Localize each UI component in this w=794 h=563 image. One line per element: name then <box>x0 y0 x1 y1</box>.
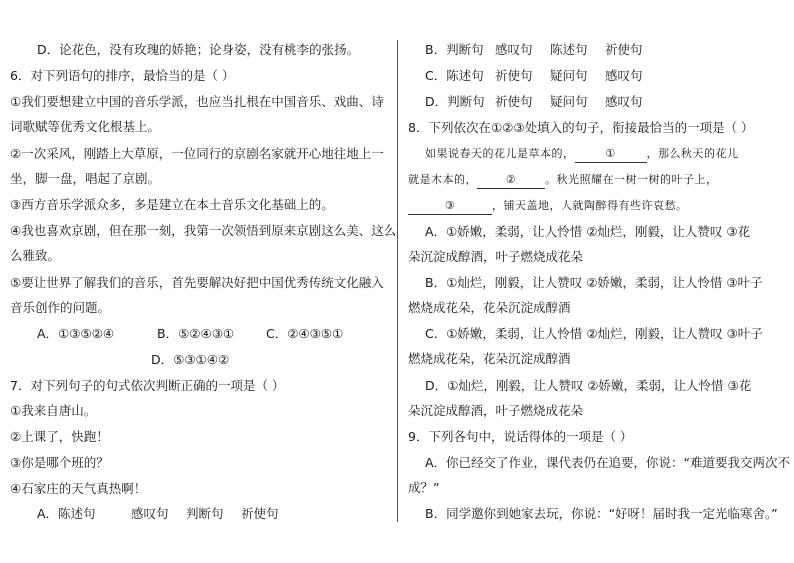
q6-sentence-4b: 么雅致。 <box>10 248 61 263</box>
q7-sentence-4: ④石家庄的天气真热啊！ <box>10 481 147 496</box>
q6-sentence-1a: ①我们要想建立中国的音乐学派，也应当扎根在中国音乐、戏曲、诗 <box>10 94 384 109</box>
q8-passage-2-post: 。秋光照耀在一树一树的叶子上， <box>545 173 718 186</box>
q8-option-b-line-2: 燃烧成花朵，花朵沉淀成醇酒 <box>408 300 571 315</box>
q7-a-item-2: 感叹句 <box>131 506 169 521</box>
q7-option-a <box>37 506 279 522</box>
q8-blank-2: ② <box>477 172 545 189</box>
q7-d-item-4: 感叹句 <box>605 94 643 109</box>
q6-option-d: D．⑤③①④② <box>151 352 230 367</box>
q8-option-d-line-1: D．①灿烂，刚毅，让人赞叹 ②娇嫩，柔弱，让人怜惜 ③花 <box>425 378 752 393</box>
q9-option-a-line-1: A．你已经交了作业，课代表仍在追要，你说：“难道要我交两次不 <box>425 455 791 470</box>
q8-option-b-line-1: B．①灿烂，刚毅，让人赞叹 ②娇嫩，柔弱，让人怜惜 ③叶子 <box>425 275 763 290</box>
q6-option-b: B．⑤②④③① <box>157 326 235 341</box>
q7-d-item-1: D．判断句 <box>425 94 485 109</box>
q8-blank-3: ③ <box>408 198 492 215</box>
q7-c-item-1: C．陈述句 <box>425 68 484 83</box>
q8-passage-2-pre: 就是木本的， <box>408 173 477 186</box>
q8-option-a-line-2: 朵沉淀成醇酒，叶子燃烧成花朵 <box>408 249 584 264</box>
q9-stem: 9．下列各句中，说话得体的一项是（ ） <box>408 429 633 444</box>
q7-b-item-1: B．判断句 <box>425 42 484 57</box>
q7-option-d <box>425 94 643 110</box>
q7-sentence-2: ②上课了，快跑！ <box>10 429 109 444</box>
q7-sentence-1: ①我来自唐山。 <box>10 403 97 418</box>
q7-a-item-1: A．陈述句 <box>37 506 96 521</box>
q6-sentence-5b: 音乐创作的问题。 <box>10 300 111 315</box>
q5-option-d: D．论花色，没有玫瑰的娇艳；论身姿，没有桃李的张扬。 <box>37 42 360 57</box>
q6-sentence-2a: ②一次采风，刚踏上大草原，一位同行的京剧名家就开心地往地上一 <box>10 146 384 161</box>
q7-b-item-2: 感叹句 <box>495 42 533 57</box>
q7-a-item-4: 祈使句 <box>241 506 279 521</box>
q7-a-item-3: 判断句 <box>186 506 224 521</box>
q7-c-item-4: 感叹句 <box>605 68 643 83</box>
q9-option-b-line-1: B．同学邀你到她家去玩，你说：“好呀！届时我一定光临寒舍。” <box>425 506 778 521</box>
q8-passage-line-1 <box>425 146 739 163</box>
q8-option-c-line-2: 燃烧成花朵，花朵沉淀成醇酒 <box>408 351 571 366</box>
q8-passage-3-post: ，铺天盖地，人就陶醉得有些许哀愁。 <box>492 199 688 212</box>
q6-option-a: A．①③⑤②④ <box>37 326 115 341</box>
q6-sentence-4a: ④我也喜欢京剧，但在那一刻，我第一次领悟到原来京剧这么美、这么 <box>10 223 397 238</box>
q7-sentence-3: ③你是哪个班的？ <box>10 455 109 470</box>
q7-d-item-2: 祈使句 <box>495 94 533 109</box>
q9-option-a-line-2: 成？” <box>408 480 440 495</box>
q7-option-c <box>425 68 643 84</box>
q7-c-item-2: 祈使句 <box>495 68 533 83</box>
q7-option-b <box>425 42 643 58</box>
q6-sentence-5a: ⑤要让世界了解我们的音乐，首先要解决好把中国优秀传统文化融入 <box>10 275 384 290</box>
q7-stem: 7．对下列句子的句式依次判断正确的一项是（ ） <box>10 378 285 393</box>
q7-b-item-3: 陈述句 <box>550 42 588 57</box>
q8-option-d-line-2: 朵沉淀成醇酒，叶子燃烧成花朵 <box>408 403 584 418</box>
q8-passage-line-2 <box>408 172 718 189</box>
q8-stem: 8．下列依次在①②③处填入的句子，衔接最恰当的一项是（ ） <box>408 120 754 135</box>
q7-c-item-3: 疑问句 <box>550 68 588 83</box>
q8-option-c-line-1: C．①娇嫩，柔弱，让人怜惜 ②灿烂，刚毅，让人赞叹 ③叶子 <box>425 326 763 341</box>
q8-blank-1: ① <box>575 146 647 163</box>
q8-passage-1-post: ，那么秋天的花儿 <box>646 147 739 160</box>
q8-passage-line-3 <box>408 198 688 215</box>
q8-option-a-line-1: A．①娇嫩，柔弱，让人怜惜 ②灿烂，刚毅，让人赞叹 ③花 <box>425 224 751 239</box>
q6-sentence-3: ③西方音乐学派众多，多是建立在本土音乐文化基础上的。 <box>10 197 334 212</box>
q6-sentence-2b: 坐，脚一盘，唱起了京剧。 <box>10 171 161 186</box>
q8-passage-1-pre: 如果说春天的花儿是草本的， <box>425 147 575 160</box>
q7-d-item-3: 疑问句 <box>550 94 588 109</box>
q6-stem: 6．对下列语句的排序，最恰当的是（ ） <box>10 68 235 83</box>
column-divider <box>397 40 398 522</box>
q7-b-item-4: 祈使句 <box>605 42 643 57</box>
q6-option-c: C．②④③⑤① <box>266 326 344 341</box>
q6-sentence-1b: 词歌赋等优秀文化根基上。 <box>10 119 161 134</box>
